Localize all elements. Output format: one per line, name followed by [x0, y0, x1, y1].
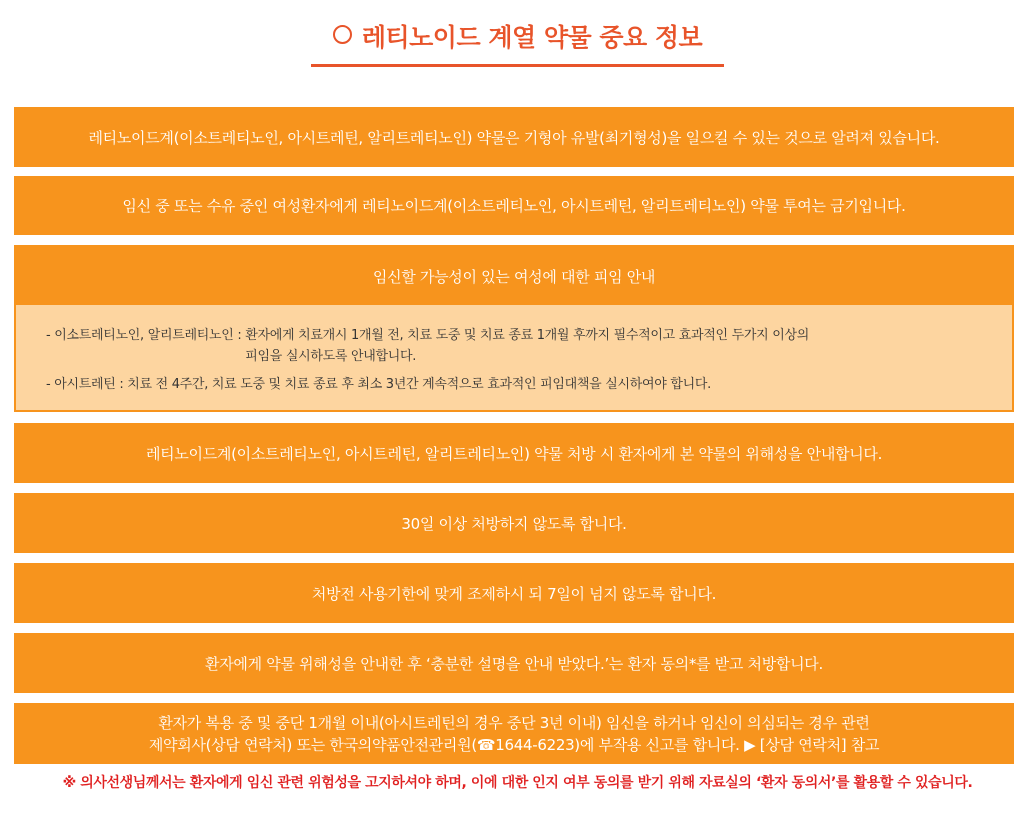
contraception-panel-body: [16, 305, 1012, 395]
info-box-risk-guidance: [14, 423, 1014, 483]
contraception-item-label: - 아시트레틴 :: [46, 377, 128, 392]
info-box-text: 레티노이드계(이소트레티노인, 아시트레틴, 알리트레티노인) 약물 처방 시 환자에게 본 약물의 위해성을 안내합니다.: [145, 444, 883, 463]
info-box-dispensing-period: [14, 563, 1014, 623]
page-title: [311, 18, 724, 67]
info-box-text: 30일 이상 처방하지 않도록 합니다.: [401, 514, 627, 533]
info-box-text-line2: 제약회사(상담 연락처) 또는 한국의약품안전관리원(☎1644-6223)에 부작용 신고를 합니다. ▶ [상담 연락처] 참고: [148, 735, 880, 754]
contraception-panel-heading: [16, 247, 1012, 305]
header: [0, 18, 1035, 67]
info-box-adverse-report: [14, 703, 1014, 764]
info-box-text: 레티노이드계(이소트레티노인, 아시트레틴, 알리트레티노인) 약물은 기형아 유발(최기형성)을 일으킬 수 있는 것으로 알려져 있습니다.: [88, 128, 940, 147]
contraception-item-text: [245, 325, 809, 367]
info-box-contraindication: [14, 176, 1014, 235]
contraception-item-isotretinoin: [46, 325, 1012, 367]
contraception-heading-text: 임신할 가능성이 있는 여성에 대한 피임 안내: [372, 267, 656, 286]
footnote-warning: [0, 772, 1035, 792]
contraception-item-text-line1: 치료 전 4주간, 치료 도중 및 치료 종료 후 최소 3년간 계속적으로 효과적인 피임대책을 실시하여야 합니다.: [127, 377, 711, 392]
contraception-item-text-line1: 환자에게 치료개시 1개월 전, 치료 도중 및 치료 종료 1개월 후까지 필수적이고 효과적인 두가지 이상의: [245, 328, 809, 343]
info-box-text: 처방전 사용기한에 맞게 조제하시 되 7일이 넘지 않도록 합니다.: [311, 584, 717, 603]
info-box-teratogenicity: [14, 107, 1014, 167]
info-box-text: 환자에게 약물 위해성을 안내한 후 ‘충분한 설명을 안내 받았다.’는 환자 동의*를 받고 처방합니다.: [205, 654, 823, 673]
info-box-prescription-limit: [14, 493, 1014, 553]
footnote-text: ※ 의사선생님께서는 환자에게 임신 관련 위험성을 고지하셔야 하며, 이에 대한 인지 여부 동의를 받기 위해 자료실의 ‘환자 동의서’를 활용할 수 있습니다.: [62, 775, 973, 791]
circle-icon: [333, 25, 352, 44]
contraception-panel: [14, 245, 1014, 412]
info-box-text-line1: 환자가 복용 중 및 중단 1개월 이내(아시트레틴의 경우 중단 3년 이내) 임신을 하거나 임신이 의심되는 경우 관련: [158, 713, 870, 732]
info-box-text: 임신 중 또는 수유 중인 여성환자에게 레티노이드계(이소트레티노인, 아시트레틴, 알리트레티노인) 약물 투여는 금기입니다.: [122, 197, 906, 215]
contraception-item-label: - 이소트레티노인, 알리트레티노인 :: [46, 328, 246, 343]
contraception-item-text-line2: 피임을 실시하도록 안내합니다.: [245, 349, 417, 364]
contraception-item-acitretin: [46, 374, 1012, 395]
info-box-patient-consent: [14, 633, 1014, 693]
page-title-text: 레티노이드 계열 약물 중요 정보: [361, 23, 703, 52]
